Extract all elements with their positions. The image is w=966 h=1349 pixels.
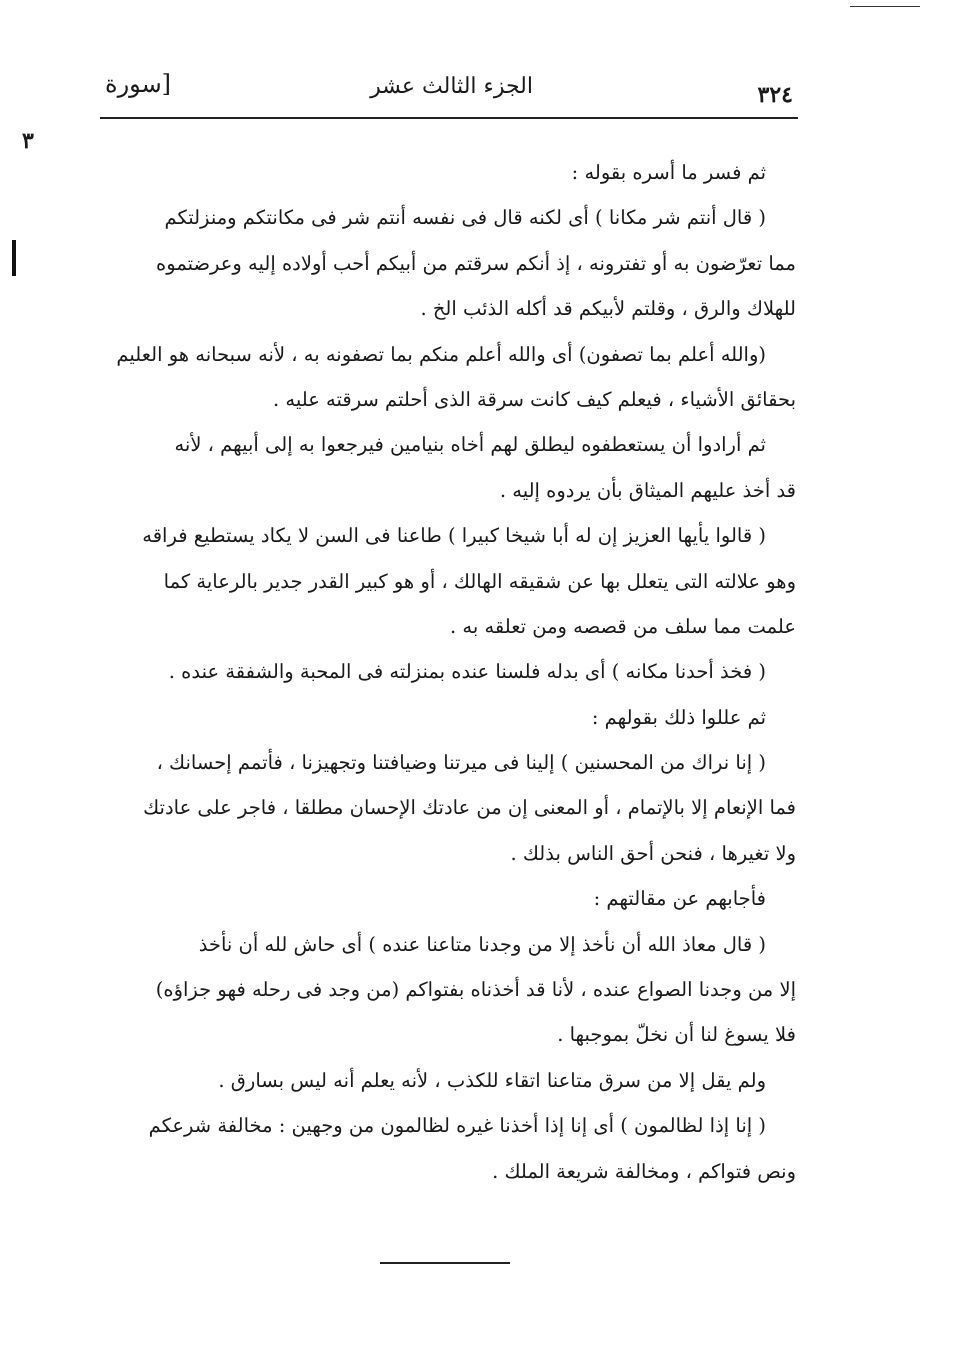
text-line: فأجابهم عن مقالتهم :	[593, 887, 766, 911]
text-line: علمت مما سلف من قصصه ومن تعلقه به .	[449, 614, 796, 638]
text-line: للهلاك والرق ، وقلتم لأبيكم قد أكله الذئب الخ .	[420, 297, 796, 321]
header-rule	[100, 117, 798, 119]
text-line: قد أخذ عليهم الميثاق بأن يردوه إليه .	[499, 478, 796, 502]
text-line: ونص فتواكم ، ومخالفة شريعة الملك .	[492, 1159, 796, 1183]
text-line: ( إنا إذا لظالمون ) أى إنا إذا أخذنا غيره لظالمون من وجهين : مخالفة شرعكم	[148, 1114, 766, 1138]
text-line: إلا من وجدنا الصواع عنده ، لأنا قد أخذناه بفتواكم (من وجد فى رحله فهو جزاؤه)	[155, 978, 796, 1002]
text-line: ( قالوا يأيها العزيز إن له أبا شيخا كبيرا ) طاعنا فى السن لا يكاد يستطيع فراقه	[142, 524, 766, 548]
text-line: بحقائق الأشياء ، فيعلم كيف كانت سرقة الذى أحلتم سرقته عليه .	[273, 387, 796, 411]
body-text	[108, 150, 796, 1194]
margin-mark: ٣	[22, 128, 34, 154]
text-line: ثم عللوا ذلك بقولهم :	[591, 705, 766, 729]
text-line: ( فخذ أحدنا مكانه ) أى بدله فلسنا عنده بمنزلته فى المحبة والشفقة عنده .	[168, 660, 766, 684]
text-line: فما الإنعام إلا بالإتمام ، أو المعنى إن من عادتك الإحسان مطلقا ، فاجر على عادتك	[143, 796, 796, 820]
text-line: ثم أرادوا أن يستعطفوه ليطلق لهم أخاه بنيامين فيرجعوا به إلى أبيهم ، لأنه	[174, 433, 766, 457]
top-corner-rule	[850, 6, 920, 7]
text-line: وهو علالته التى يتعلل بها عن شقيقه الهالك ، أو هو كبير القدر جدير بالرعاية كما	[163, 569, 796, 593]
text-line: ( قال معاذ الله أن نأخذ إلا من وجدنا متاعنا عنده ) أى حاش لله أن نأخذ	[198, 932, 766, 956]
text-line: مما تعرّضون به أو تفترونه ، إذ أنكم سرقتم من أبيكم أحب أولاده إليه وعرضتموه	[156, 251, 796, 275]
text-line: ثم فسر ما أسره بقوله :	[571, 161, 766, 184]
text-line: ( إنا نراك من المحسنين ) إلينا فى ميرتنا وضيافتنا وتجهيزنا ، فأتمم إحسانك ،	[156, 751, 766, 775]
text-line: ولم يقل إلا من سرق متاعنا اتقاء للكذب ، لأنه يعلم أنه ليس بسارق .	[218, 1068, 766, 1092]
page-number: ٣٢٤	[757, 82, 793, 108]
surah-label: [سورة	[105, 70, 172, 98]
running-title: الجزء الثالث عشر	[370, 74, 533, 99]
text-line: فلا يسوغ لنا أن نخلّ بموجبها .	[557, 1023, 796, 1047]
margin-bar	[12, 240, 16, 276]
text-line: (والله أعلم بما تصفون) أى والله أعلم منكم بما تصفونه به ، لأنه سبحانه هو العليم	[116, 342, 766, 366]
text-line: ولا تغيرها ، فنحن أحق الناس بذلك .	[510, 841, 796, 865]
footnote-rule	[380, 1262, 510, 1264]
page-header	[105, 70, 793, 114]
text-line: ( قال أنتم شر مكانا ) أى لكنه قال فى نفسه أنتم شر فى مكانتكم ومنزلتكم	[164, 206, 766, 230]
